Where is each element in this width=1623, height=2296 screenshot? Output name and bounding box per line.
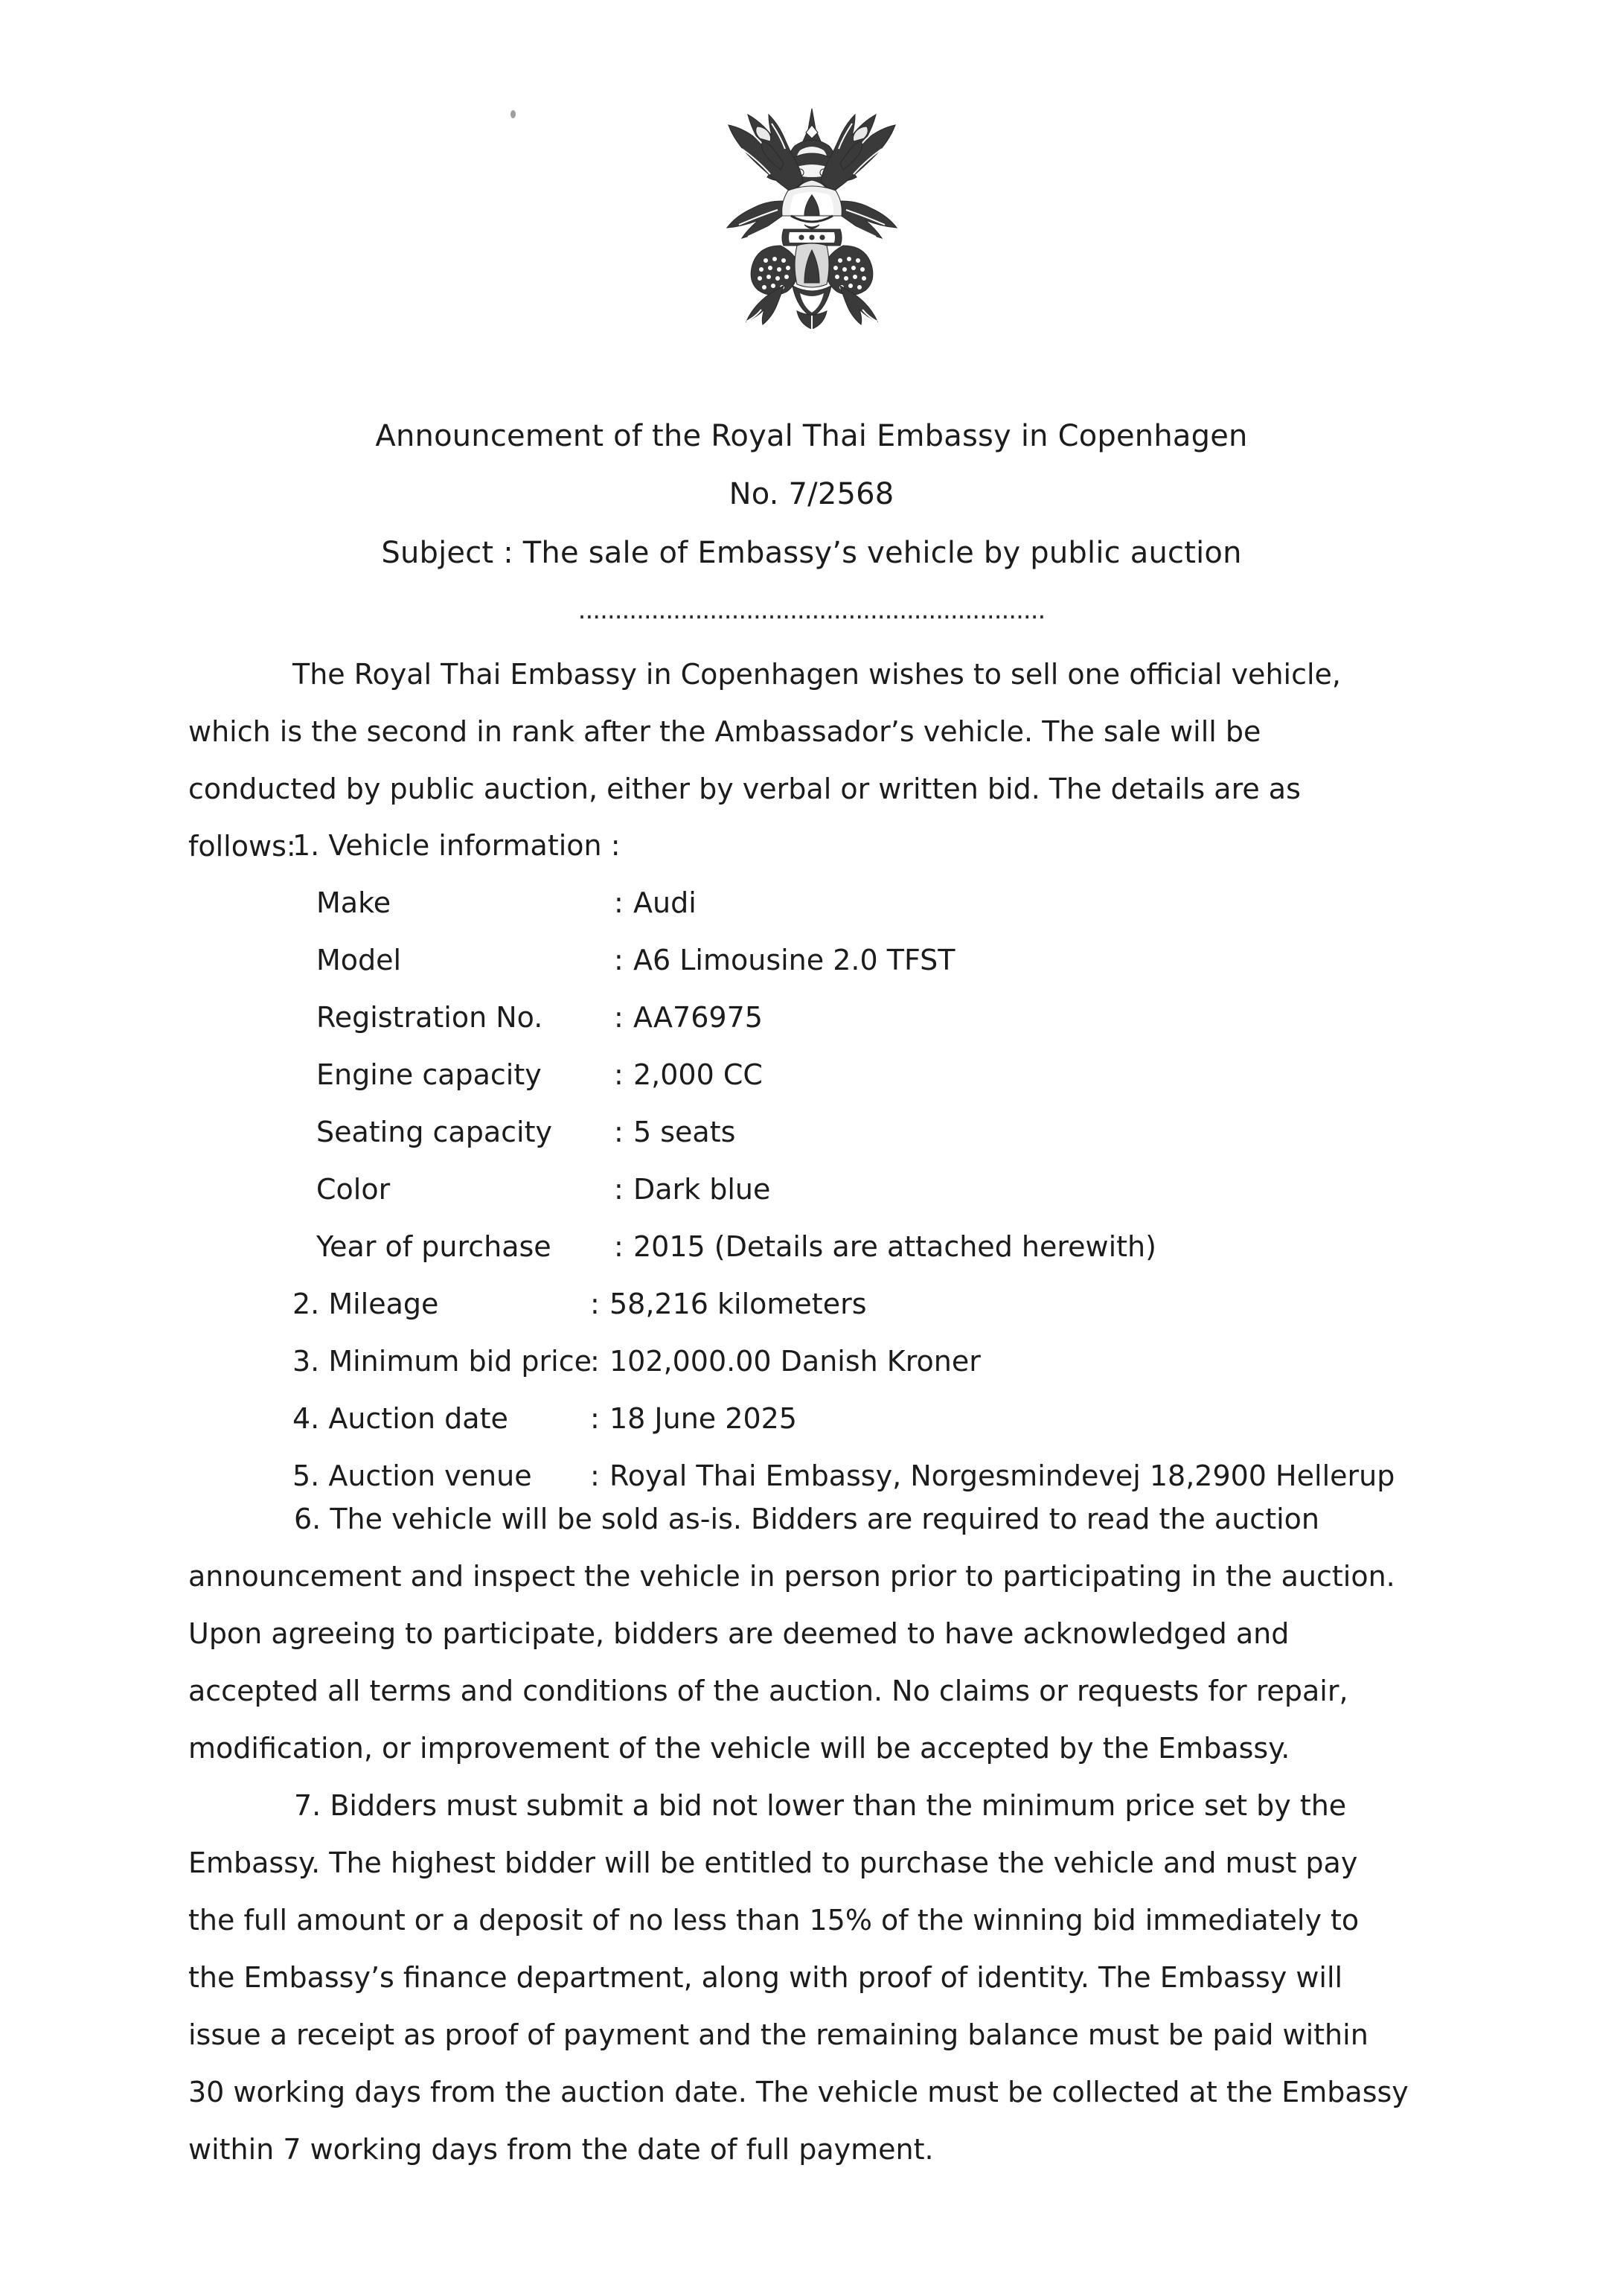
detail-label-color: Color <box>316 1173 391 1206</box>
detail-value-engine-capacity: 2,000 CC <box>633 1058 763 1091</box>
detail-separator: : <box>590 1288 600 1320</box>
detail-label-auction-venue: 5. Auction venue <box>292 1459 532 1492</box>
emblem-container <box>0 98 1623 339</box>
detail-row-make <box>188 886 1453 944</box>
detail-value-auction-date: 18 June 2025 <box>609 1402 797 1435</box>
detail-value-registration-no: AA76975 <box>633 1001 763 1034</box>
detail-separator: : <box>590 1345 600 1378</box>
detail-row-model <box>188 944 1453 1001</box>
detail-label-make: Make <box>316 886 391 919</box>
detail-label-year-of-purchase: Year of purchase <box>316 1230 551 1263</box>
announcement-number: No. 7/2568 <box>729 477 894 511</box>
detail-label-engine-capacity: Engine capacity <box>316 1058 542 1091</box>
detail-row-engine-capacity <box>188 1058 1453 1116</box>
clause-7-block <box>188 1777 1409 2178</box>
detail-label-mileage: 2. Mileage <box>292 1288 439 1320</box>
detail-value-auction-venue: Royal Thai Embassy, Norgesmindevej 18,2900 Hellerup <box>609 1459 1395 1492</box>
detail-separator: : <box>614 1001 624 1034</box>
garuda-emblem-icon <box>700 98 923 336</box>
subject-line: Subject : The sale of Embassy’s vehicle by public auction <box>381 536 1242 570</box>
intro-paragraph: The Royal Thai Embassy in Copenhagen wishes to sell one official vehicle, which is the second in rank after the Ambassador’s vehicle. The sale will be conducted by public auction, either by verbal or written bid. The details are as follows: <box>188 658 1341 863</box>
detail-heading-row <box>188 829 1453 886</box>
detail-label-model: Model <box>316 944 402 976</box>
detail-row-year-of-purchase <box>188 1230 1453 1288</box>
vehicle-information-heading: 1. Vehicle information : <box>292 829 621 862</box>
detail-label-auction-date: 4. Auction date <box>292 1402 508 1435</box>
clause-6-block <box>188 1491 1409 1777</box>
detail-label-seating-capacity: Seating capacity <box>316 1116 552 1148</box>
detail-separator: : <box>614 1058 624 1091</box>
detail-value-make: Audi <box>633 886 697 919</box>
detail-row-auction-date <box>188 1402 1453 1459</box>
detail-separator: : <box>590 1459 600 1492</box>
detail-value-year-of-purchase: 2015 (Details are attached herewith) <box>633 1230 1156 1263</box>
detail-label-minimum-bid-price: 3. Minimum bid price <box>292 1345 592 1378</box>
detail-row-registration-no <box>188 1001 1453 1058</box>
detail-value-seating-capacity: 5 seats <box>633 1116 736 1148</box>
detail-value-mileage: 58,216 kilometers <box>609 1288 867 1320</box>
detail-row-minimum-bid-price <box>188 1345 1453 1402</box>
detail-separator: : <box>614 944 624 976</box>
detail-value-color: Dark blue <box>633 1173 771 1206</box>
detail-value-minimum-bid-price: 102,000.00 Danish Kroner <box>609 1345 981 1378</box>
detail-row-color <box>188 1173 1453 1230</box>
detail-row-seating-capacity <box>188 1116 1453 1173</box>
detail-separator: : <box>614 886 624 919</box>
detail-value-model: A6 Limousine 2.0 TFST <box>633 944 955 976</box>
detail-row-mileage <box>188 1288 1453 1345</box>
page-title: Announcement of the Royal Thai Embassy in Copenhagen <box>375 419 1248 453</box>
detail-label-registration-no: Registration No. <box>316 1001 543 1034</box>
dotted-divider: ................................................................ <box>577 595 1046 625</box>
detail-separator: : <box>614 1230 624 1263</box>
vehicle-details-list <box>188 829 1453 1517</box>
detail-separator: : <box>614 1116 624 1148</box>
detail-separator: : <box>614 1173 624 1206</box>
clause-6-text: 6. The vehicle will be sold as-is. Bidders are required to read the auction announcement and inspect the vehicle in person prior to participating in the auction. Upon agreeing to participate, bidders are deemed to have acknowledged and accepted all terms and conditions of the auction. No claims or requests for repair, modification, or improvement of the vehicle will be accepted by the Embassy. <box>188 1503 1395 1765</box>
clause-7-text: 7. Bidders must submit a bid not lower than the minimum price set by the Embassy. The highest bidder will be entitled to purchase the vehicle and must pay the full amount or a deposit of no less than 15% of the winning bid immediately to the Embassy’s finance department, along with proof of identity. The Embassy will issue a receipt as proof of payment and the remaining balance must be paid within 30 working days from the auction date. The vehicle must be collected at the Embassy within 7 working days from the date of full payment. <box>188 1789 1409 2166</box>
detail-separator: : <box>590 1402 600 1435</box>
